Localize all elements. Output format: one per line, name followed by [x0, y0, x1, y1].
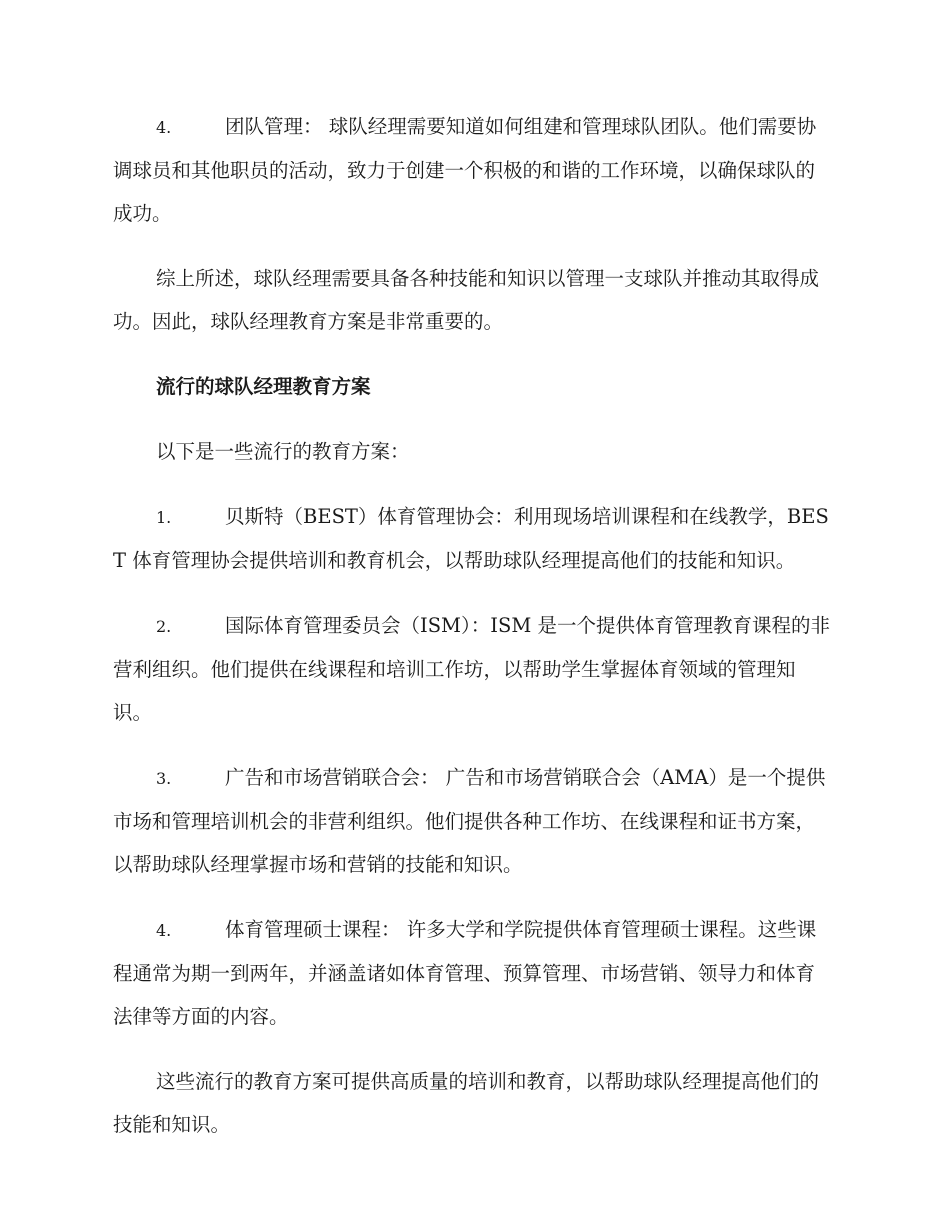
list-item-text: 广告和市场营销联合会： 广告和市场营销联合会（AMA）是一个提供市场和管理培训机会的非营利组织。他们提供各种工作坊、在线课程和证书方案，以帮助球队经理掌握市场和营销的技能和知识。	[113, 766, 826, 876]
list-item-masters	[113, 908, 833, 1038]
list-number: 4.	[156, 118, 172, 137]
document-page	[113, 105, 833, 1168]
list-item-text: 体育管理硕士课程： 许多大学和学院提供体育管理硕士课程。这些课程通常为期一到两年，并涵盖诸如体育管理、预算管理、市场营销、领导力和体育法律等方面的内容。	[113, 918, 817, 1028]
summary-paragraph: 综上所述，球队经理需要具备各种技能和知识以管理一支球队并推动其取得成功。因此，球队经理教育方案是非常重要的。	[113, 267, 820, 333]
list-number: 4.	[156, 921, 172, 940]
list-number: 1.	[156, 508, 172, 527]
list-item-ism	[113, 604, 833, 734]
list-item-text: 国际体育管理委员会（ISM）：ISM 是一个提供体育管理教育课程的非营利组织。他们提供在线课程和培训工作坊，以帮助学生掌握体育领域的管理知识。	[113, 614, 831, 724]
list-number: 3.	[156, 769, 172, 788]
list-number: 2.	[156, 617, 172, 636]
list-item-team-management	[113, 105, 833, 235]
section-heading: 流行的球队经理教育方案	[156, 375, 371, 398]
closing-paragraph: 这些流行的教育方案可提供高质量的培训和教育，以帮助球队经理提高他们的技能和知识。	[113, 1070, 820, 1136]
intro-paragraph: 以下是一些流行的教育方案：	[156, 440, 410, 463]
list-item-best	[113, 495, 833, 582]
list-item-text: 贝斯特（BEST）体育管理协会：利用现场培训课程和在线教学，BEST 体育管理协会提供培训和教育机会，以帮助球队经理提高他们的技能和知识。	[113, 505, 829, 572]
list-item-text: 团队管理： 球队经理需要知道如何组建和管理球队团队。他们需要协调球员和其他职员的活动，致力于创建一个积极的和谐的工作环境，以确保球队的成功。	[113, 115, 817, 225]
list-item-ama	[113, 756, 833, 886]
